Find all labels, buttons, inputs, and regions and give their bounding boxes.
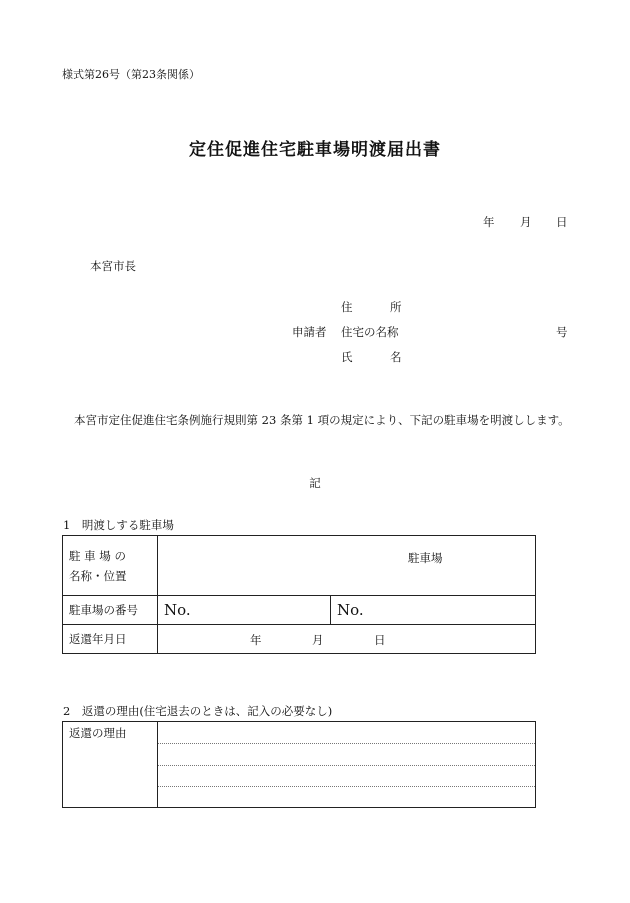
section1-heading: 1 明渡しする駐車場 — [63, 518, 174, 532]
date-day-label: 日 — [556, 215, 568, 229]
housing-number-suffix: 号 — [556, 325, 568, 339]
return-month-label: 月 — [312, 633, 324, 647]
address-label-2: 所 — [390, 300, 402, 314]
parking-table — [62, 535, 536, 654]
parking-name-field[interactable] — [158, 536, 536, 596]
parking-number-field-b[interactable] — [331, 596, 536, 625]
return-date-row — [63, 625, 536, 654]
housing-name-label: 住宅の名称 — [341, 325, 399, 339]
no-prefix-b: No. — [337, 601, 364, 619]
return-date-field[interactable] — [158, 625, 536, 654]
section2-heading: 2 返還の理由(住宅退去のときは、記入の必要なし) — [63, 704, 333, 718]
parking-suffix: 駐車場 — [408, 551, 443, 565]
parking-number-field-a[interactable] — [158, 596, 331, 625]
return-date-label: 返還年月日 — [63, 625, 158, 654]
parking-name-row — [63, 536, 536, 596]
reason-dotted-line — [158, 786, 535, 787]
date-month-label: 月 — [520, 215, 532, 229]
form-number: 様式第26号（第23条関係） — [62, 68, 200, 81]
reason-dotted-line — [158, 743, 535, 744]
reason-label: 返還の理由 — [63, 722, 158, 808]
reason-dotted-line — [158, 765, 535, 766]
name-label-2: 名 — [390, 350, 402, 364]
parking-name-label-line2: 名称・位置 — [69, 568, 127, 583]
parking-number-row — [63, 596, 536, 625]
return-day-label: 日 — [374, 633, 386, 647]
date-year-label: 年 — [483, 215, 495, 229]
parking-number-label: 駐車場の番号 — [63, 596, 158, 625]
name-label-1: 氏 — [341, 350, 353, 364]
ki-marker: 記 — [309, 476, 321, 490]
body-text: 本宮市定住促進住宅条例施行規則第 23 条第 1 項の規定により、下記の駐車場を明渡しします。 — [74, 413, 570, 427]
parking-name-label — [63, 536, 158, 596]
parking-name-label-line1: 駐 車 場 の — [69, 548, 126, 563]
address-label-1: 住 — [341, 300, 353, 314]
addressee: 本宮市長 — [90, 259, 136, 273]
reason-field[interactable] — [158, 722, 536, 808]
document-title: 定住促進住宅駐車場明渡届出書 — [189, 140, 441, 160]
applicant-label: 申請者 — [292, 325, 327, 339]
reason-table — [62, 721, 536, 808]
return-year-label: 年 — [250, 633, 262, 647]
no-prefix-a: No. — [164, 601, 191, 619]
